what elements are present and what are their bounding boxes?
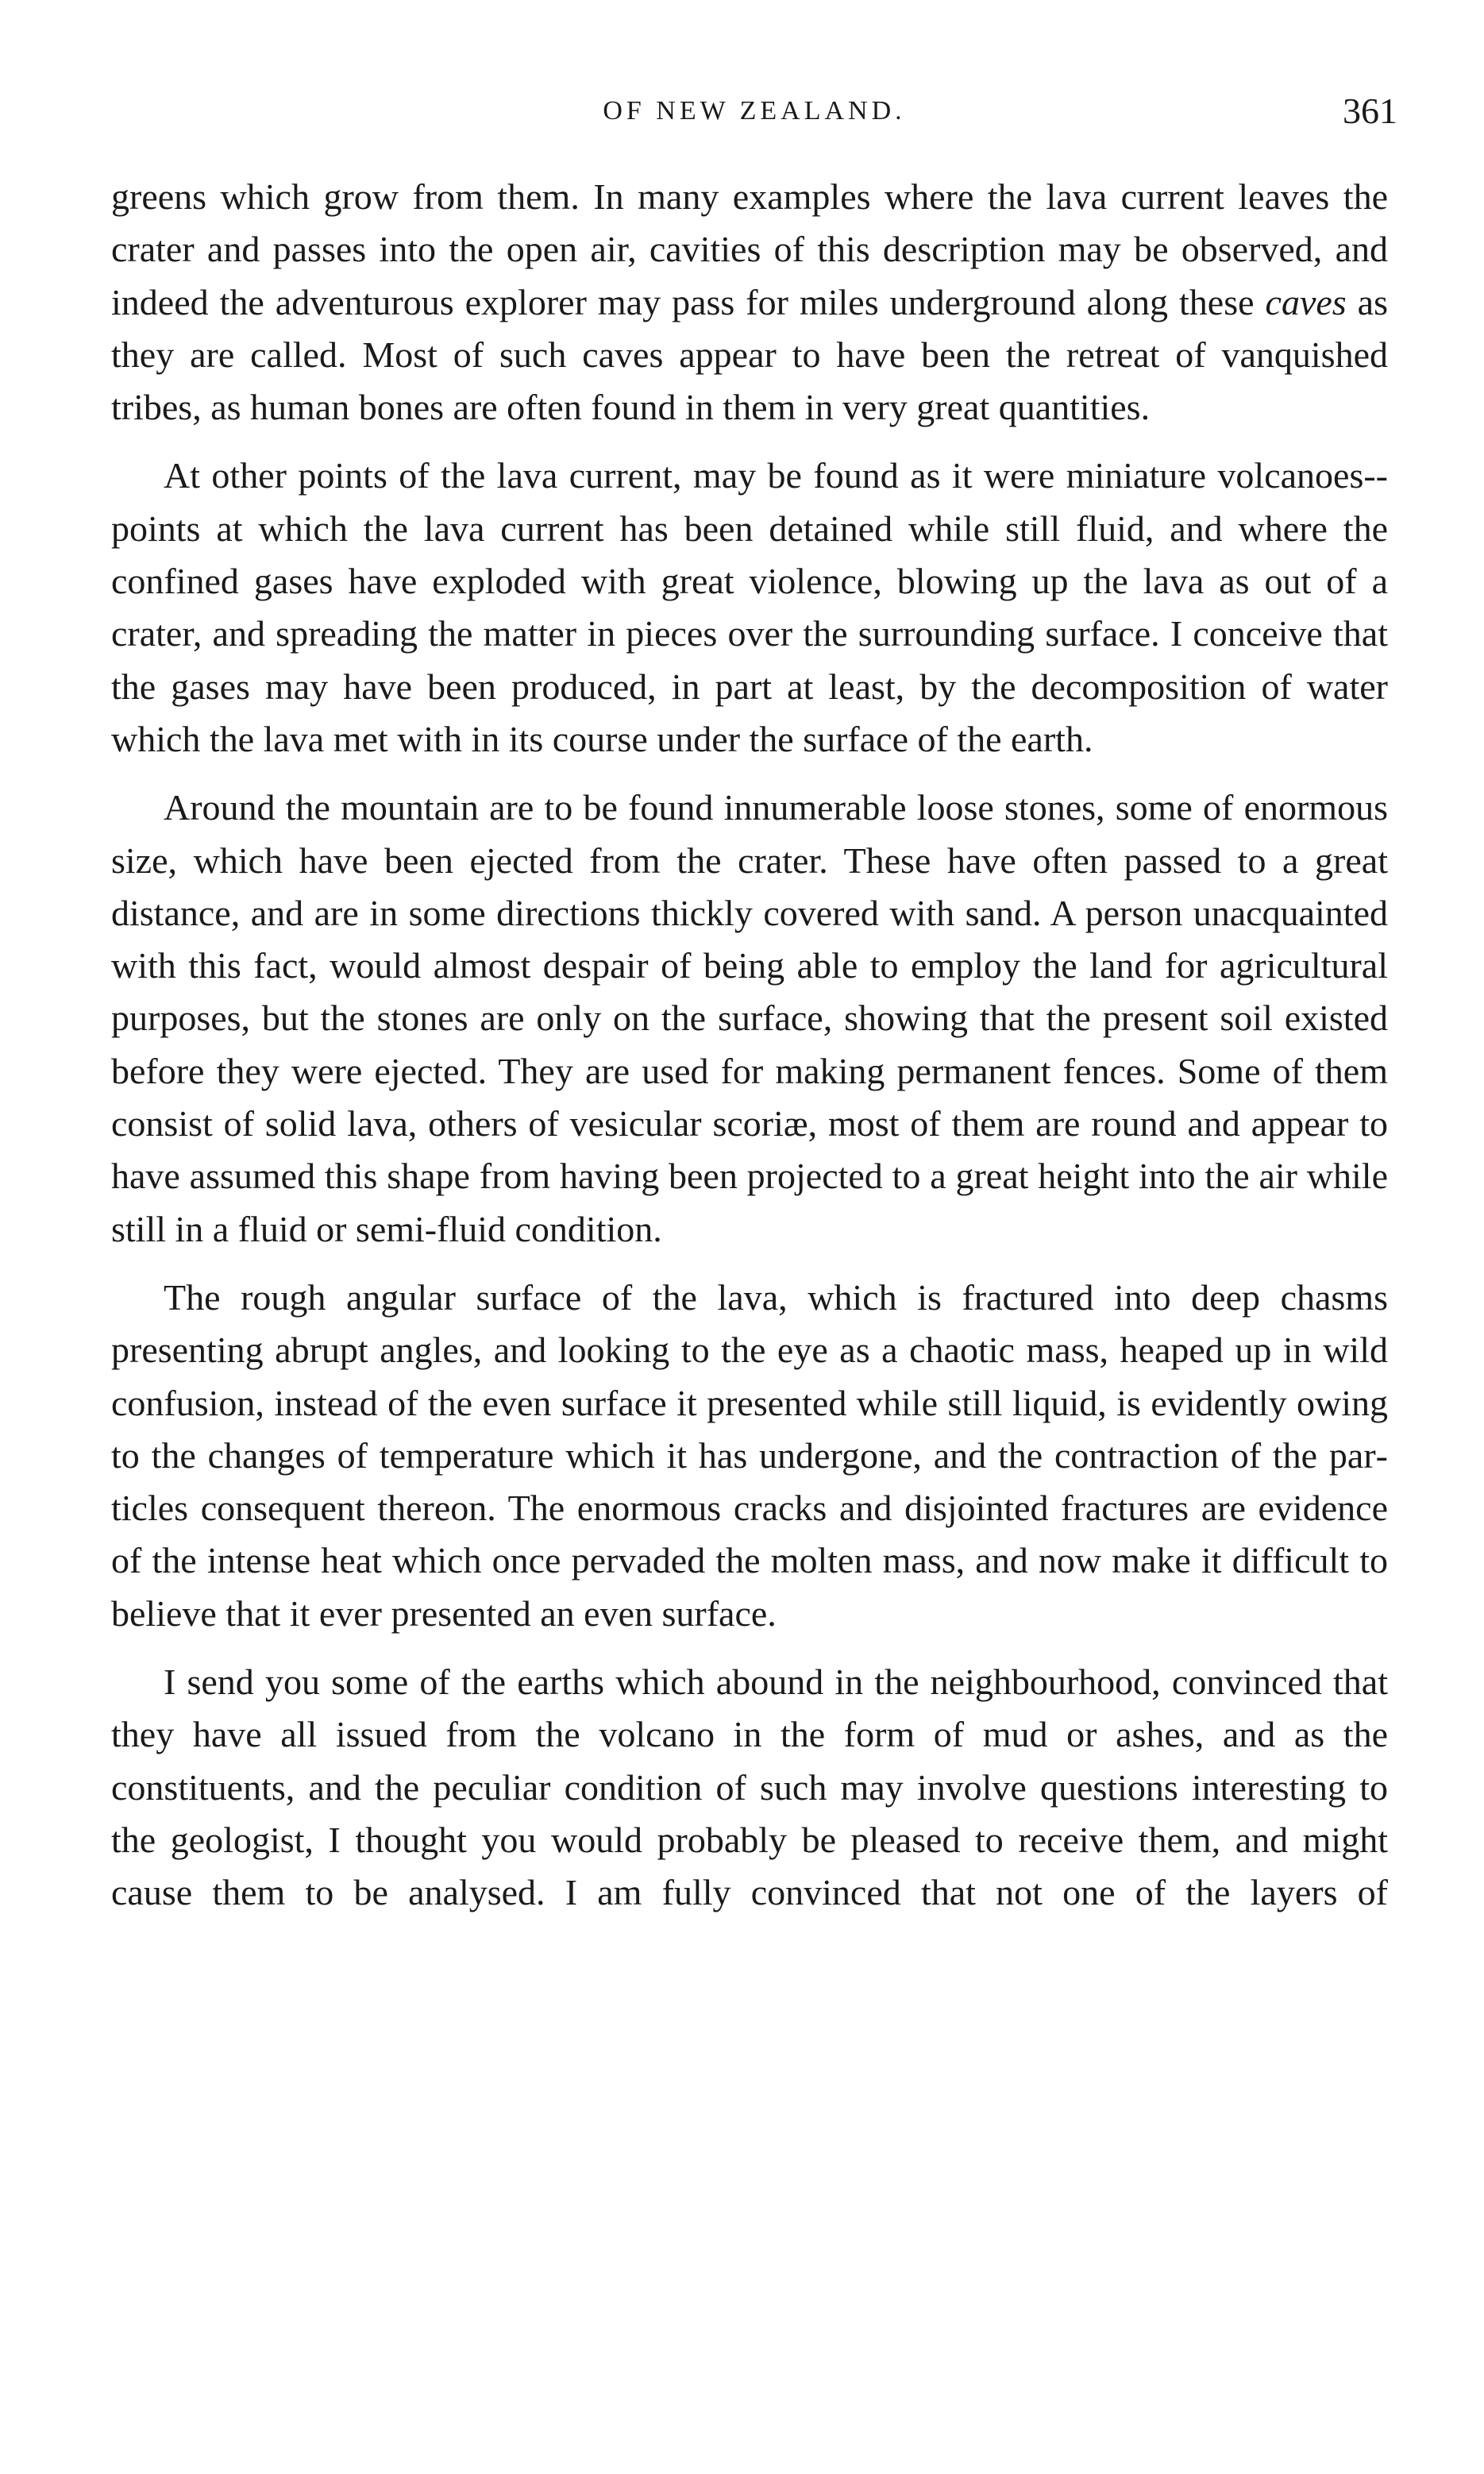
paragraph-2: At other points of the lava current, may be found as it were miniature volcanoes--points at which the lava current has been detained while still fluid, and where the confined gases have exploded with great violence, blowing up the lava as out of a crater, and spreading the matter in pieces over the surrounding surface. I conceive that the gases may have been produced, in part at least, by the decomposition of water which the lava met with in its course under the surface of the earth. (111, 455, 1388, 759)
emphasis-caves: caves (1265, 281, 1347, 322)
paragraph-3: Around the mountain are to be found innumerable loose stones, some of enormous size, which have been ejected from the crater. These have often passed to a great distance, and are in some directions thickly covered with sand. A person unacquainted with this fact, would almost despair of being able to employ the land for agricultural purposes, but the stones are only on the surface, showing that the present soil existed before they were ejected. They are used for making permanent fences. Some of them consist of solid lava, others of vesicular scoriæ, most of them are round and appear to have assumed this shape from having been projected to a great height into the air while still in a fluid or semi-fluid condition. (111, 787, 1388, 1249)
paragraph-5: I send you some of the earths which abound in the neighbourhood, convinced that they have all issued from the volcano in the form of mud or ashes, and as the constituents, and the peculiar condition of such may involve questions interesting to the geologist, I thought you would probably be pleased to receive them, and might cause them to be analysed. I am fully convinced that not one of the layers of (111, 1662, 1388, 1913)
paragraph-1-after: as they are called. Most of such caves appear to have been the retreat of vanquished tribes, as human bones are often found in them in very great quantities. (111, 281, 1389, 428)
page-number: 361 (1343, 91, 1397, 131)
paragraph-1 (111, 171, 1388, 434)
body-text (111, 171, 1388, 1936)
paragraph-1-before: greens which grow from them. In many examples where the lava current leaves the crater and passes into the open air, cavities of this description may be observed, and indeed the adventurous explorer may pass for miles underground along these (111, 176, 1388, 322)
paragraph-4: The rough angular surface of the lava, which is fractured into deep chasms presenting abrupt angles, and looking to the eye as a chaotic mass, heaped up in wild confusion, instead of the even surface it presented while still liquid, is evidently owing to the changes of temperature which it has undergone, and the contraction of the particles consequent thereon. The enormous cracks and disjointed fractures are evidence of the intense heat which once pervaded the molten mass, and now make it difficult to believe that it ever presented an even surface. (111, 1276, 1388, 1634)
running-title: OF NEW ZEALAND. (603, 96, 906, 125)
running-head (111, 87, 1397, 135)
